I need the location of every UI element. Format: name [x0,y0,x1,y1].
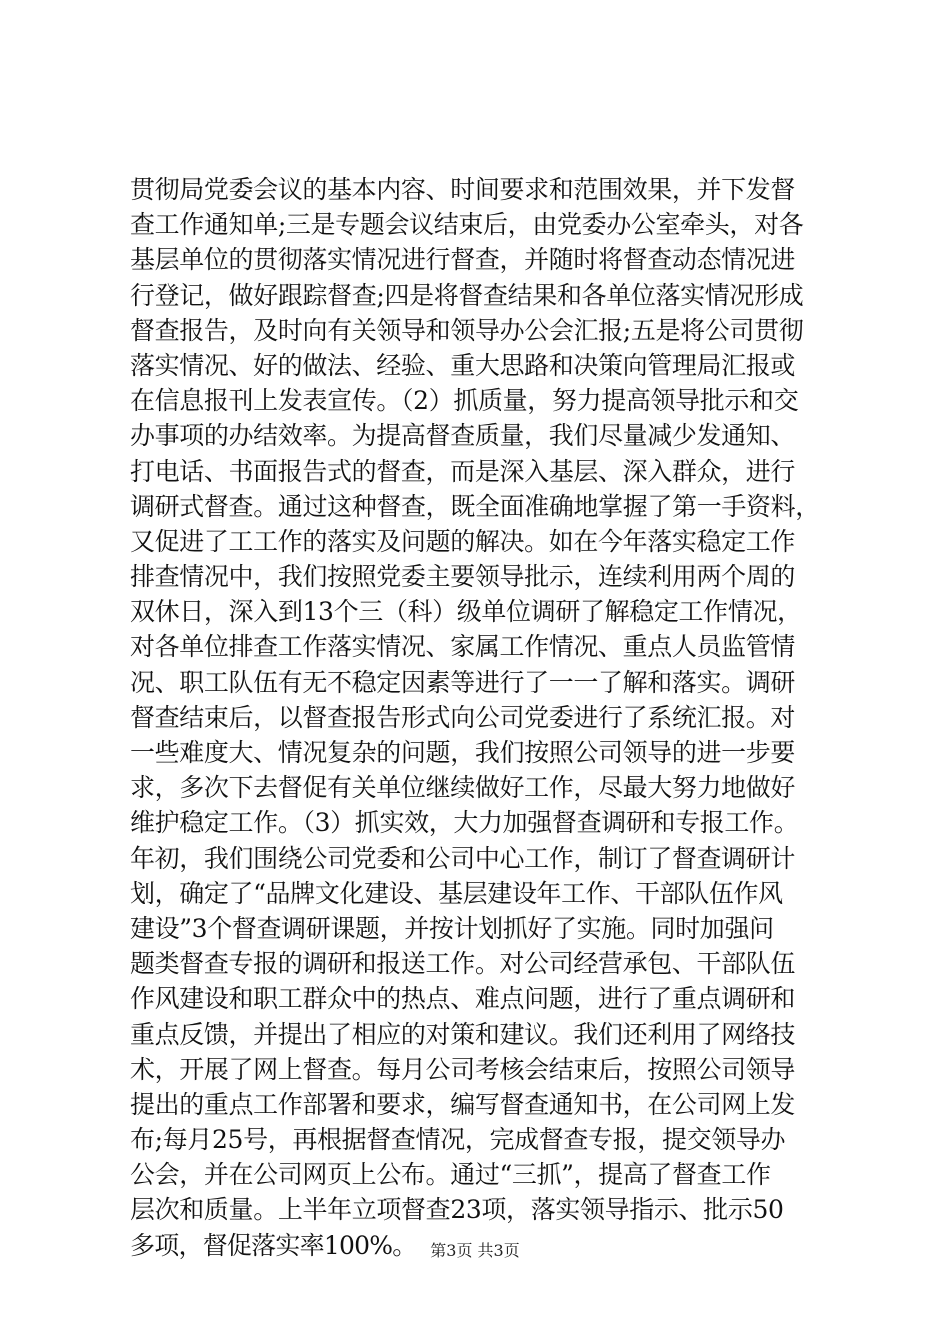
text-line: 双休日，深入到13个三（科）级单位调研了解稳定工作情况， [130,597,802,627]
text-line: 办事项的办结效率。为提高督查质量，我们尽量减少发通知、 [130,421,796,451]
text-line: 多项，督促落实率100%。 [130,1230,417,1260]
text-line: 行登记，做好跟踪督查;四是将督查结果和各单位落实情况形成 [130,280,804,310]
text-line: 建设”3个督查调研课题，并按计划抓好了实施。同时加强问 [130,913,774,943]
text-line: 打电话、书面报告式的督查，而是深入基层、深入群众，进行 [130,456,796,486]
text-line: 作风建设和职工群众中的热点、难点问题，进行了重点调研和 [130,984,796,1014]
text-line: 提出的重点工作部署和要求，编写督查通知书，在公司网上发 [130,1089,796,1119]
body-paragraph [130,172,830,1263]
text-line: 在信息报刊上发表宣传。（2）抓质量，努力提高领导批示和交 [130,386,799,416]
text-line: 对各单位排查工作落实情况、家属工作情况、重点人员监管情 [130,632,796,662]
text-line: 一些难度大、情况复杂的问题，我们按照公司领导的进一步要 [130,738,796,767]
text-line: 督查结束后，以督查报告形式向公司党委进行了系统汇报。对 [130,702,796,732]
text-line: 布;每月25号，再根据督查情况，完成督查专报，提交领导办 [130,1125,786,1155]
text-line: 重点反馈，并提出了相应的对策和建议。我们还利用了网络技 [130,1019,796,1049]
text-line: 术，开展了网上督查。每月公司考核会结束后，按照公司领导 [130,1054,796,1084]
text-line: 公会，并在公司网页上公布。通过“三抓”，提高了督查工作 [130,1160,771,1190]
text-line: 维护稳定工作。（3）抓实效，大力加强督查调研和专报工作。 [130,808,799,838]
text-line: 排查情况中，我们按照党委主要领导批示，连续利用两个周的 [130,562,796,592]
text-line: 年初，我们围绕公司党委和公司中心工作，制订了督查调研计 [130,843,796,873]
text-line: 划，确定了“品牌文化建设、基层建设年工作、干部队伍作风 [130,878,783,908]
text-line: 查工作通知单;三是专题会议结束后，由党委办公室牵头，对各 [130,210,804,240]
text-line: 基层单位的贯彻落实情况进行督查，并随时将督查动态情况进 [130,245,796,275]
page-footer: 第3页 共3页 [430,1241,520,1260]
text-line: 贯彻局党委会议的基本内容、时间要求和范围效果，并下发督 [130,175,796,204]
text-line: 调研式督查。通过这种督查，既全面准确地掌握了第一手资料， [130,491,820,521]
text-line: 求，多次下去督促有关单位继续做好工作，尽最大努力地做好 [130,773,796,803]
text-line: 层次和质量。上半年立项督查23项，落实领导指示、批示50 [130,1195,784,1225]
text-line: 落实情况、好的做法、经验、重大思路和决策向管理局汇报或 [130,350,796,380]
text-line: 又促进了工工作的落实及问题的解决。如在今年落实稳定工作 [130,526,796,556]
text-line: 况、职工队伍有无不稳定因素等进行了一一了解和落实。调研 [130,667,796,697]
text-line: 题类督查专报的调研和报送工作。对公司经营承包、干部队伍 [130,949,796,979]
text-line: 督查报告，及时向有关领导和领导办公会汇报;五是将公司贯彻 [130,315,804,345]
